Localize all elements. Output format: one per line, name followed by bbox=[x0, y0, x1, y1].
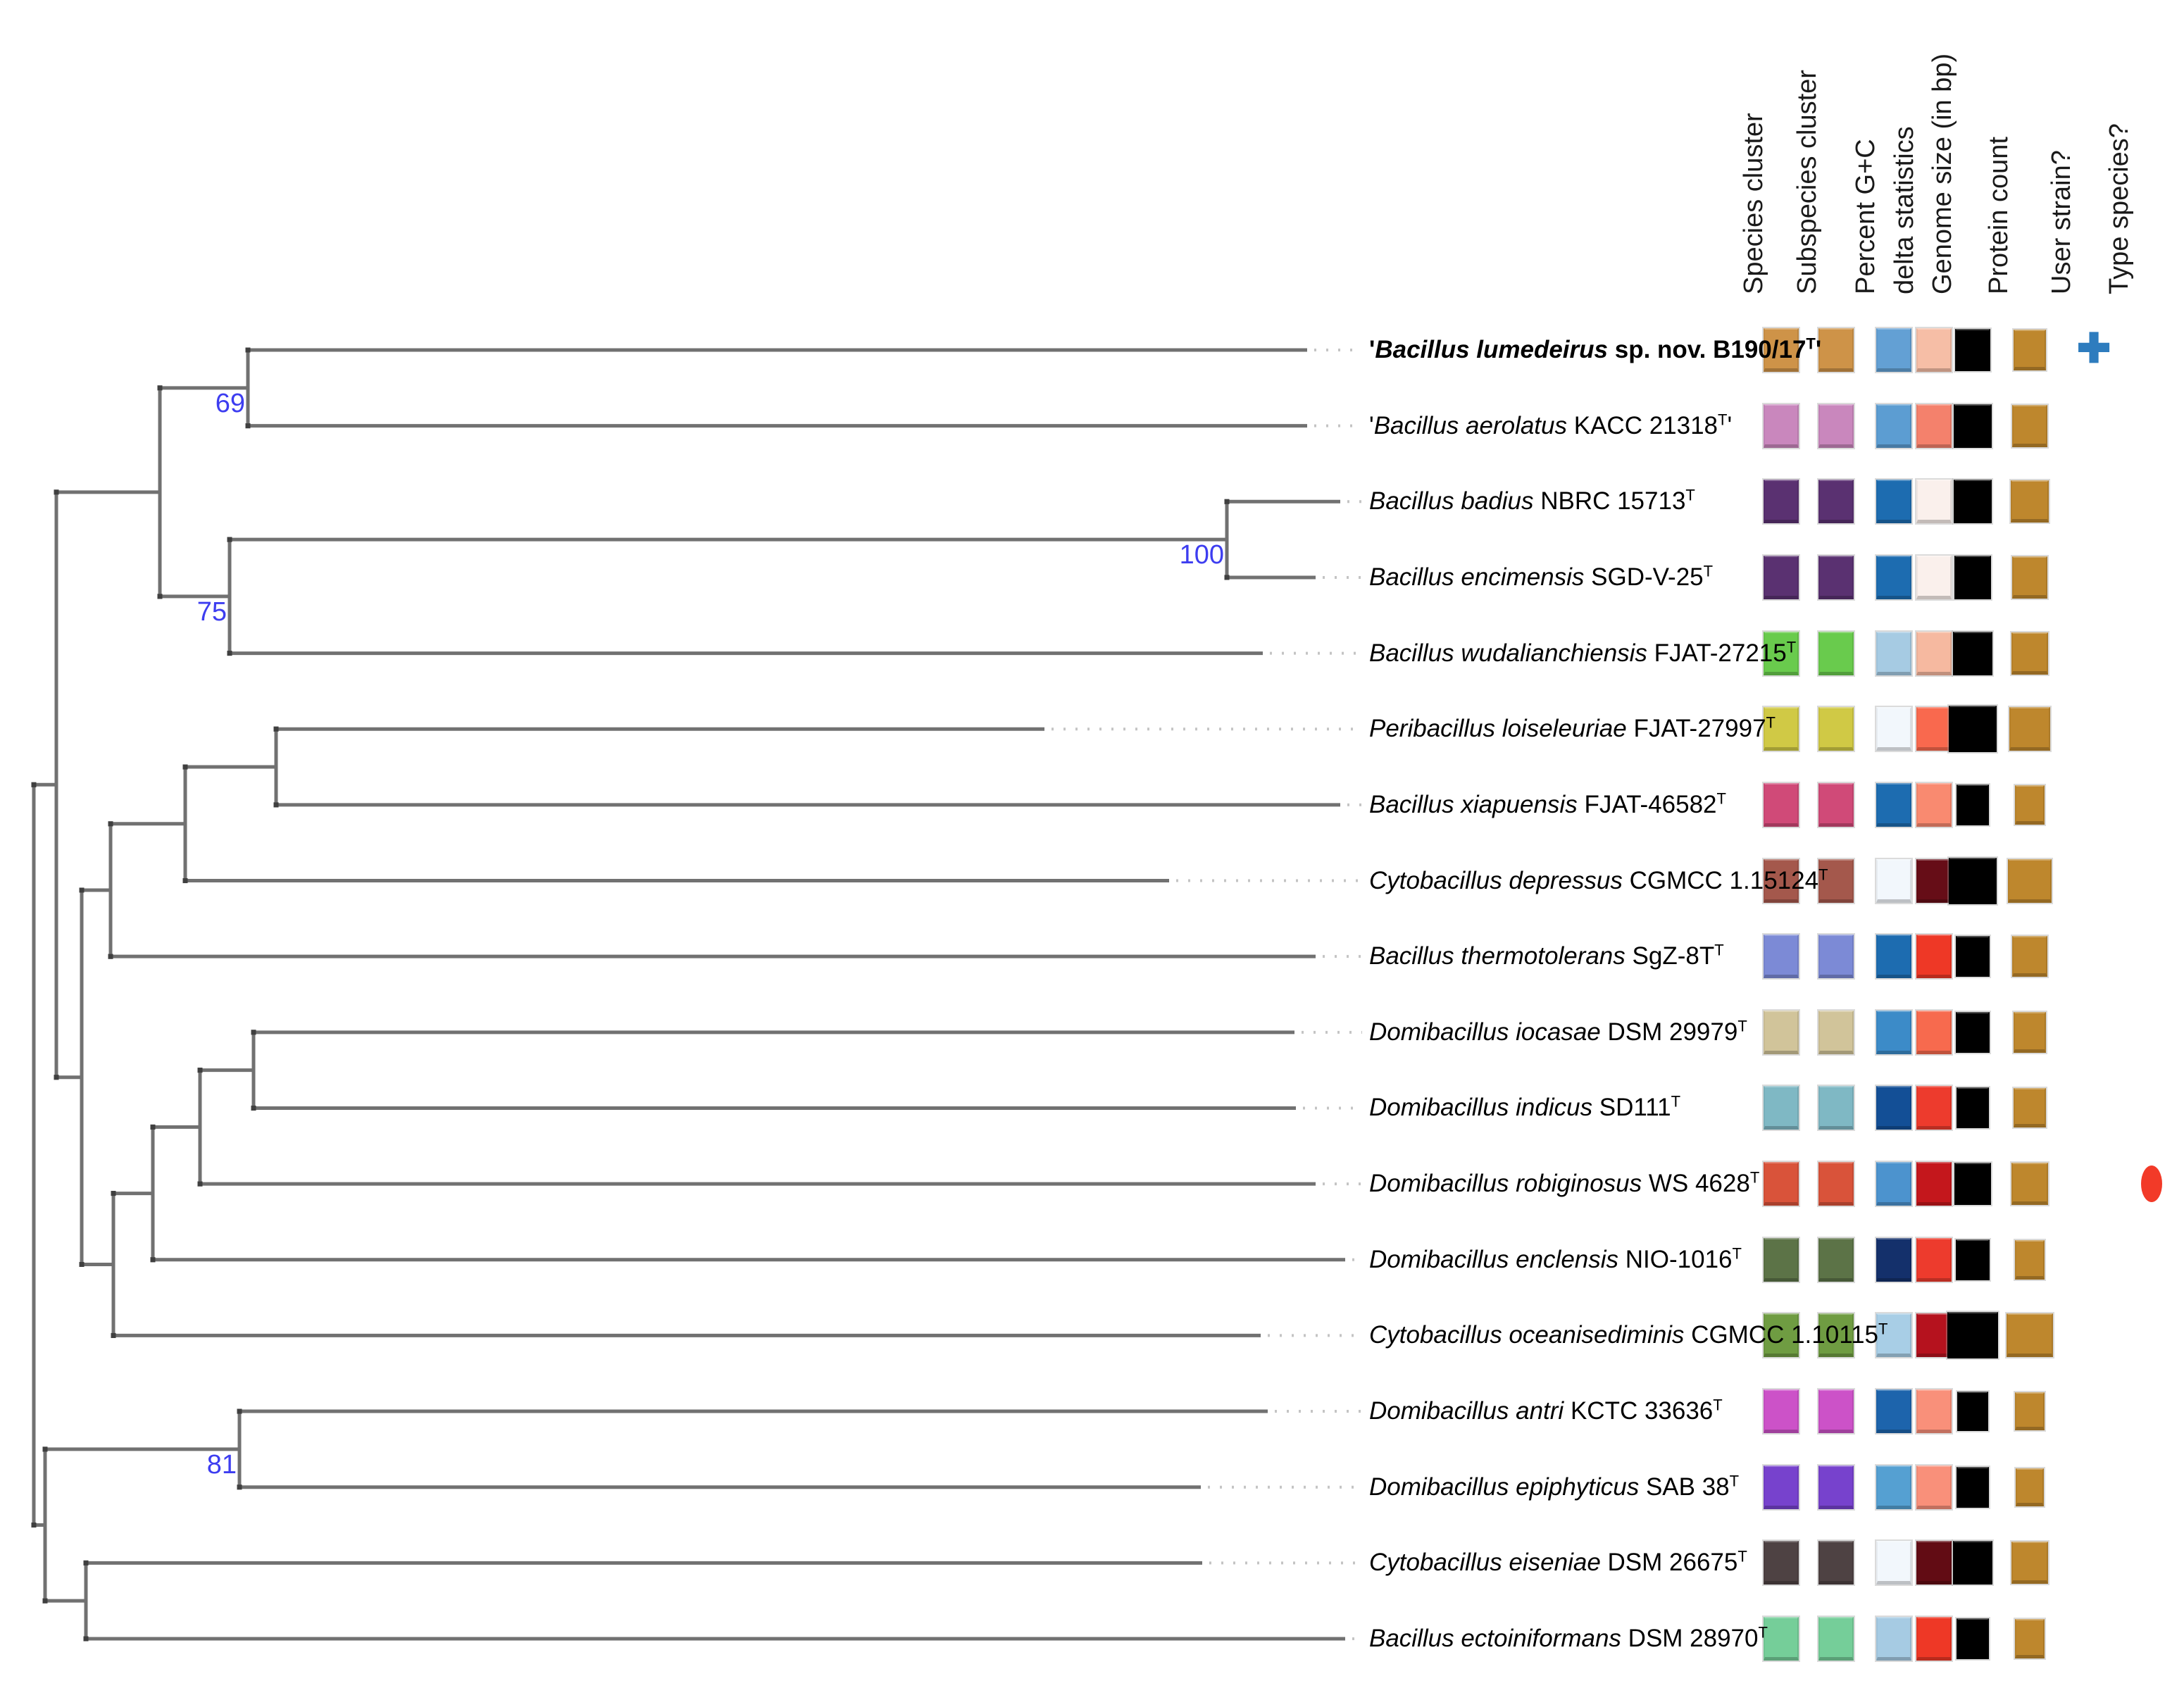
bootstrap-support-value: 75 bbox=[196, 596, 227, 627]
subspecies-cluster-swatch bbox=[1818, 1238, 1854, 1282]
branch-junction-dot bbox=[198, 1182, 203, 1187]
branch-junction-dot bbox=[1225, 575, 1230, 580]
delta-statistics-swatch bbox=[1916, 480, 1952, 523]
taxon-genus-species: Bacillus badius bbox=[1369, 487, 1534, 515]
percent-gc-swatch bbox=[1876, 1238, 1911, 1282]
genome-size-swatch bbox=[1954, 480, 1992, 523]
genome-size-swatch bbox=[1947, 1312, 1998, 1358]
branch-junction-dot bbox=[246, 348, 251, 353]
taxon-genus-species: Domibacillus indicus bbox=[1369, 1094, 1593, 1122]
branch-junction-dot bbox=[158, 594, 163, 599]
subspecies-cluster-swatch bbox=[1818, 1541, 1854, 1585]
protein-count-swatch bbox=[2011, 1542, 2048, 1584]
branch-junction-dot bbox=[227, 651, 232, 656]
taxon-genus-species: Peribacillus loiseleuriae bbox=[1369, 715, 1627, 743]
subspecies-cluster-swatch bbox=[1818, 1389, 1854, 1433]
genome-size-swatch bbox=[1949, 858, 1997, 904]
taxon-genus-species: Bacillus thermotolerans bbox=[1369, 942, 1625, 970]
genome-size-swatch bbox=[1953, 632, 1992, 675]
taxon-label bbox=[1369, 787, 1726, 823]
delta-statistics-swatch bbox=[1916, 859, 1952, 903]
taxon-label bbox=[1369, 711, 1776, 746]
taxon-strain: SD111 bbox=[1592, 1094, 1671, 1122]
taxon-genus-species: Bacillus lumedeirus bbox=[1375, 336, 1608, 363]
delta-statistics-swatch bbox=[1916, 1238, 1952, 1282]
subspecies-cluster-swatch bbox=[1818, 404, 1854, 448]
genome-size-swatch bbox=[1957, 785, 1989, 825]
taxon-quote: ' bbox=[1815, 336, 1822, 363]
taxon-strain: SGD-V-25 bbox=[1584, 563, 1704, 591]
species-cluster-swatch bbox=[1764, 783, 1799, 827]
delta-statistics-swatch bbox=[1916, 1313, 1952, 1357]
delta-statistics-swatch bbox=[1916, 1617, 1952, 1661]
type-strain-superscript: T bbox=[1671, 1092, 1681, 1111]
branch-junction-dot bbox=[111, 1333, 116, 1338]
type-strain-superscript: T bbox=[1729, 1472, 1740, 1490]
protein-count-swatch bbox=[2015, 1240, 2045, 1280]
branch-junction-dot bbox=[237, 1485, 242, 1489]
percent-gc-swatch bbox=[1876, 1086, 1911, 1130]
taxon-label bbox=[1369, 1090, 1680, 1125]
genome-size-swatch bbox=[1957, 1392, 1988, 1431]
taxon-genus-species: Bacillus wudalianchiensis bbox=[1369, 639, 1647, 667]
branch-junction-dot bbox=[54, 1075, 59, 1080]
taxon-strain: CGMCC 1.10115 bbox=[1684, 1321, 1879, 1349]
type-strain-superscript: T bbox=[1685, 486, 1695, 504]
subspecies-cluster-swatch bbox=[1818, 632, 1854, 675]
taxon-genus-species: Domibacillus epiphyticus bbox=[1369, 1473, 1640, 1501]
protein-count-swatch bbox=[2014, 1088, 2046, 1127]
taxon-label bbox=[1369, 1166, 1759, 1201]
type-strain-superscript: T bbox=[1749, 1168, 1760, 1187]
species-cluster-swatch bbox=[1764, 1086, 1799, 1130]
protein-count-swatch bbox=[2008, 859, 2052, 903]
type-strain-superscript: T bbox=[1718, 410, 1728, 428]
branch-junction-dot bbox=[237, 1409, 242, 1414]
protein-count-swatch bbox=[2011, 1163, 2048, 1205]
branch-junction-dot bbox=[151, 1257, 156, 1262]
species-cluster-swatch bbox=[1764, 1162, 1799, 1206]
genome-size-swatch bbox=[1955, 329, 1990, 371]
protein-count-swatch bbox=[2015, 785, 2045, 825]
delta-statistics-swatch bbox=[1916, 632, 1952, 675]
taxon-strain: DSM 28970 bbox=[1621, 1624, 1759, 1652]
taxon-label bbox=[1369, 1621, 1768, 1656]
taxon-strain: FJAT-27997 bbox=[1626, 715, 1766, 743]
percent-gc-swatch bbox=[1876, 707, 1911, 751]
taxon-label bbox=[1369, 408, 1732, 444]
delta-statistics-swatch bbox=[1916, 707, 1952, 751]
branch-junction-dot bbox=[274, 802, 279, 807]
taxon-label bbox=[1369, 1242, 1742, 1277]
taxon-genus-species: Domibacillus iocasae bbox=[1369, 1018, 1601, 1046]
branch-junction-dot bbox=[158, 385, 163, 390]
taxon-strain: FJAT-27215 bbox=[1647, 639, 1787, 667]
type-strain-superscript: T bbox=[1878, 1320, 1888, 1338]
percent-gc-swatch bbox=[1876, 935, 1911, 978]
branch-junction-dot bbox=[108, 821, 113, 826]
genome-size-swatch bbox=[1957, 1087, 1989, 1128]
column-header-protein-count: Protein count bbox=[1984, 137, 2014, 294]
taxon-label bbox=[1369, 560, 1713, 595]
taxon-strain: SAB 38 bbox=[1639, 1473, 1730, 1501]
branch-junction-dot bbox=[227, 537, 232, 542]
taxon-strain: KCTC 33636 bbox=[1564, 1397, 1714, 1425]
type-strain-superscript: T bbox=[1737, 1017, 1747, 1035]
type-strain-superscript: T bbox=[1732, 1244, 1742, 1263]
species-cluster-swatch bbox=[1764, 1466, 1799, 1509]
delta-statistics-swatch bbox=[1916, 1162, 1952, 1206]
branch-junction-dot bbox=[80, 1262, 85, 1267]
genome-size-swatch bbox=[1956, 936, 1990, 977]
percent-gc-swatch bbox=[1876, 783, 1911, 827]
protein-count-swatch bbox=[2009, 707, 2050, 751]
taxon-genus-species: Domibacillus antri bbox=[1369, 1397, 1564, 1425]
branch-junction-dot bbox=[32, 1523, 37, 1527]
taxon-label bbox=[1369, 1545, 1747, 1580]
genome-size-swatch bbox=[1954, 1163, 1991, 1205]
taxon-strain: KACC 21318 bbox=[1567, 411, 1718, 439]
type-strain-superscript: T bbox=[1714, 941, 1724, 959]
taxon-strain: SgZ-8T bbox=[1625, 942, 1715, 970]
species-cluster-swatch bbox=[1764, 935, 1799, 978]
subspecies-cluster-swatch bbox=[1818, 1086, 1854, 1130]
delta-statistics-swatch bbox=[1916, 404, 1952, 448]
taxon-genus-species: Cytobacillus depressus bbox=[1369, 866, 1623, 894]
branch-junction-dot bbox=[80, 887, 85, 892]
type-species-dot-icon bbox=[2141, 1166, 2162, 1202]
delta-statistics-swatch bbox=[1916, 1086, 1952, 1130]
genome-size-swatch bbox=[1953, 1541, 1992, 1585]
protein-count-swatch bbox=[2012, 405, 2047, 447]
column-header-subspecies-cluster: Subspecies cluster bbox=[1792, 70, 1822, 294]
type-strain-superscript: T bbox=[1713, 1396, 1723, 1414]
type-strain-superscript: T bbox=[1766, 713, 1776, 732]
delta-statistics-swatch bbox=[1916, 935, 1952, 978]
branch-junction-dot bbox=[111, 1191, 116, 1196]
branch-junction-dot bbox=[84, 1561, 89, 1566]
percent-gc-swatch bbox=[1876, 1466, 1911, 1509]
user-strain-plus-icon: ✚ bbox=[2076, 325, 2111, 372]
protein-count-swatch bbox=[2015, 1392, 2045, 1430]
type-strain-superscript: T bbox=[1703, 562, 1714, 580]
subspecies-cluster-swatch bbox=[1818, 480, 1854, 523]
branch-junction-dot bbox=[84, 1636, 89, 1641]
percent-gc-swatch bbox=[1876, 328, 1911, 372]
genome-size-swatch bbox=[1949, 706, 1997, 752]
species-cluster-swatch bbox=[1764, 1617, 1799, 1661]
type-strain-superscript: T bbox=[1818, 865, 1828, 883]
bootstrap-support-value: 69 bbox=[215, 388, 245, 418]
branch-junction-dot bbox=[183, 765, 188, 770]
subspecies-cluster-swatch bbox=[1818, 935, 1854, 978]
branch-junction-dot bbox=[183, 878, 188, 883]
delta-statistics-swatch bbox=[1916, 783, 1952, 827]
column-header-user-strain: User strain? bbox=[2047, 150, 2076, 294]
subspecies-cluster-swatch bbox=[1818, 1011, 1854, 1054]
taxon-strain: NBRC 15713 bbox=[1533, 487, 1686, 515]
delta-statistics-swatch bbox=[1916, 1389, 1952, 1433]
protein-count-swatch bbox=[2011, 480, 2049, 523]
taxon-label bbox=[1369, 1318, 1887, 1353]
protein-count-swatch bbox=[2012, 556, 2047, 599]
subspecies-cluster-swatch bbox=[1818, 707, 1854, 751]
subspecies-cluster-swatch bbox=[1818, 1617, 1854, 1661]
taxon-label bbox=[1369, 332, 1821, 368]
type-strain-superscript: T bbox=[1786, 637, 1797, 656]
column-header-delta-statistics: delta statistics bbox=[1890, 126, 1919, 294]
taxon-genus-species: Domibacillus robiginosus bbox=[1369, 1170, 1642, 1198]
subspecies-cluster-swatch bbox=[1818, 556, 1854, 599]
genome-size-swatch bbox=[1957, 1467, 1989, 1508]
type-strain-superscript: T bbox=[1716, 789, 1726, 808]
delta-statistics-swatch bbox=[1916, 556, 1952, 599]
species-cluster-swatch bbox=[1764, 404, 1799, 448]
branch-junction-dot bbox=[43, 1446, 48, 1451]
type-strain-superscript: T bbox=[1758, 1623, 1768, 1642]
branch-junction-dot bbox=[274, 727, 279, 732]
taxon-quote: ' bbox=[1727, 411, 1733, 439]
taxon-genus-species: Cytobacillus eiseniae bbox=[1369, 1549, 1601, 1577]
protein-count-swatch bbox=[2012, 936, 2047, 977]
protein-count-swatch bbox=[2014, 1012, 2046, 1053]
type-strain-superscript: T bbox=[1806, 335, 1816, 353]
species-cluster-swatch bbox=[1764, 1541, 1799, 1585]
percent-gc-swatch bbox=[1876, 556, 1911, 599]
taxon-label bbox=[1369, 1470, 1739, 1505]
percent-gc-swatch bbox=[1876, 1541, 1911, 1585]
taxon-label bbox=[1369, 1394, 1723, 1429]
branch-junction-dot bbox=[1225, 499, 1230, 504]
protein-count-swatch bbox=[2015, 1619, 2045, 1658]
taxon-genus-species: Bacillus encimensis bbox=[1369, 563, 1585, 591]
column-header-species-cluster: Species cluster bbox=[1739, 113, 1768, 294]
branch-junction-dot bbox=[251, 1030, 256, 1035]
column-header-percent-gc: Percent G+C bbox=[1851, 139, 1880, 294]
bootstrap-support-value: 100 bbox=[1179, 540, 1224, 570]
branch-junction-dot bbox=[43, 1599, 48, 1604]
subspecies-cluster-swatch bbox=[1815, 328, 1854, 372]
genome-size-swatch bbox=[1957, 1618, 1989, 1659]
species-cluster-swatch bbox=[1764, 1389, 1799, 1433]
genome-size-swatch bbox=[1954, 404, 1992, 448]
type-strain-superscript: T bbox=[1737, 1547, 1747, 1566]
taxon-label bbox=[1369, 1015, 1747, 1050]
taxon-quote: ' bbox=[1369, 411, 1374, 439]
column-header-genome-size: Genome size (in bp) bbox=[1928, 53, 1957, 294]
taxon-genus-species: Bacillus aerolatus bbox=[1373, 411, 1567, 439]
branch-junction-dot bbox=[251, 1106, 256, 1111]
genome-size-swatch bbox=[1956, 1012, 1990, 1053]
percent-gc-swatch bbox=[1876, 404, 1911, 448]
percent-gc-swatch bbox=[1876, 1011, 1911, 1054]
taxon-strain: CGMCC 1.15124 bbox=[1622, 866, 1819, 894]
percent-gc-swatch bbox=[1876, 859, 1911, 903]
branch-junction-dot bbox=[198, 1068, 203, 1073]
taxon-strain: sp. nov. B190/17 bbox=[1608, 336, 1807, 363]
taxon-genus-species: Cytobacillus oceanisediminis bbox=[1369, 1321, 1685, 1349]
species-cluster-swatch bbox=[1764, 1238, 1799, 1282]
genome-size-swatch bbox=[1956, 1239, 1990, 1280]
genome-size-swatch bbox=[1954, 556, 1991, 599]
column-header-type-species: Type species? bbox=[2104, 123, 2134, 294]
taxon-genus-species: Bacillus ectoiniformans bbox=[1369, 1624, 1621, 1652]
delta-statistics-swatch bbox=[1916, 328, 1952, 372]
delta-statistics-swatch bbox=[1916, 1541, 1952, 1585]
taxon-genus-species: Bacillus xiapuensis bbox=[1369, 790, 1578, 818]
protein-count-swatch bbox=[2007, 1313, 2053, 1357]
percent-gc-swatch bbox=[1876, 632, 1911, 675]
bootstrap-support-value: 81 bbox=[206, 1449, 237, 1480]
branch-junction-dot bbox=[151, 1125, 156, 1130]
subspecies-cluster-swatch bbox=[1818, 1162, 1854, 1206]
branch-junction-dot bbox=[108, 954, 113, 959]
species-cluster-swatch bbox=[1764, 556, 1799, 599]
taxon-strain: NIO-1016 bbox=[1618, 1245, 1733, 1273]
protein-count-swatch bbox=[2011, 632, 2048, 675]
taxon-strain: DSM 26675 bbox=[1600, 1549, 1738, 1577]
taxon-label bbox=[1369, 636, 1796, 671]
percent-gc-swatch bbox=[1876, 1162, 1911, 1206]
taxon-strain: WS 4628 bbox=[1642, 1170, 1750, 1198]
species-cluster-swatch bbox=[1764, 480, 1799, 523]
subspecies-cluster-swatch bbox=[1818, 783, 1854, 827]
branch-junction-dot bbox=[246, 423, 251, 428]
delta-statistics-swatch bbox=[1916, 1011, 1952, 1054]
taxon-label bbox=[1369, 484, 1695, 519]
branch-junction-dot bbox=[32, 782, 37, 787]
percent-gc-swatch bbox=[1876, 480, 1911, 523]
taxon-genus-species: Domibacillus enclensis bbox=[1369, 1245, 1619, 1273]
percent-gc-swatch bbox=[1876, 1389, 1911, 1433]
branch-junction-dot bbox=[54, 489, 59, 494]
taxon-strain: DSM 29979 bbox=[1600, 1018, 1738, 1046]
subspecies-cluster-swatch bbox=[1818, 1466, 1854, 1509]
taxon-quote: ' bbox=[1369, 336, 1375, 363]
species-cluster-swatch bbox=[1764, 1011, 1799, 1054]
taxon-label bbox=[1369, 863, 1828, 899]
protein-count-swatch bbox=[2014, 330, 2046, 370]
percent-gc-swatch bbox=[1876, 1617, 1911, 1661]
protein-count-swatch bbox=[2016, 1468, 2044, 1506]
taxon-strain: FJAT-46582 bbox=[1577, 790, 1717, 818]
taxon-label bbox=[1369, 939, 1724, 974]
delta-statistics-swatch bbox=[1916, 1466, 1952, 1509]
